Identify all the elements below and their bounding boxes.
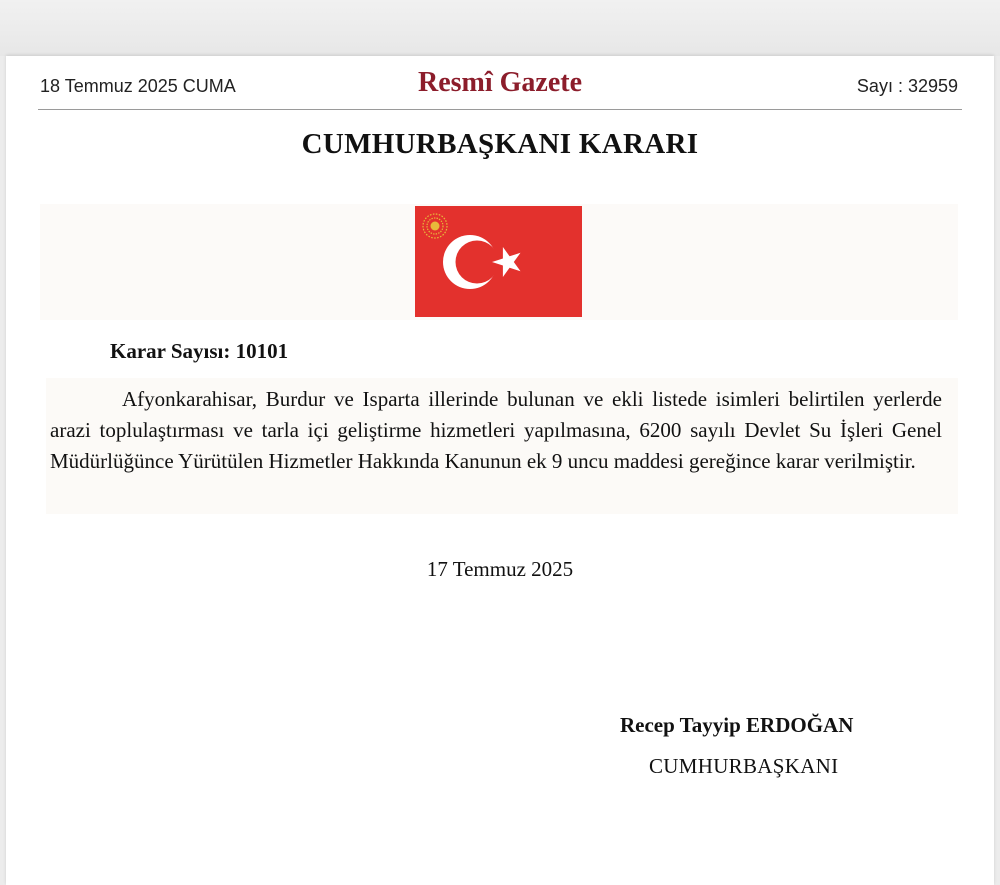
signature-date: 17 Temmuz 2025 [426, 557, 574, 581]
gazette-page [6, 56, 994, 885]
header-divider [38, 109, 962, 110]
masthead-title: Resmî Gazete [417, 67, 583, 98]
signer-name: Recep Tayyip ERDOĞAN [620, 713, 854, 737]
decision-body-text: Afyonkarahisar, Burdur ve Isparta illerinde bulunan ve ekli listede isimleri belirtilen yerlerde arazi toplulaştırması ve tarla içi geliştirme hizmetleri yapılmasına, 6200 sayılı Devlet Su İşleri Genel Müdürlüğünce Yürütülen Hizmetler Hakkında Kanunun ek 9 uncu maddesi gereğince karar verilmiştir. [50, 387, 942, 473]
turkish-flag-icon [415, 206, 582, 317]
issue-date: 18 Temmuz 2025 CUMA [40, 76, 236, 96]
document-heading: CUMHURBAŞKANI KARARI [301, 128, 699, 160]
signer-title: CUMHURBAŞKANI [649, 754, 839, 778]
issue-number: Sayı : 32959 [856, 76, 958, 96]
top-background-strip [0, 0, 1000, 56]
decision-number: Karar Sayısı: 10101 [110, 339, 289, 363]
